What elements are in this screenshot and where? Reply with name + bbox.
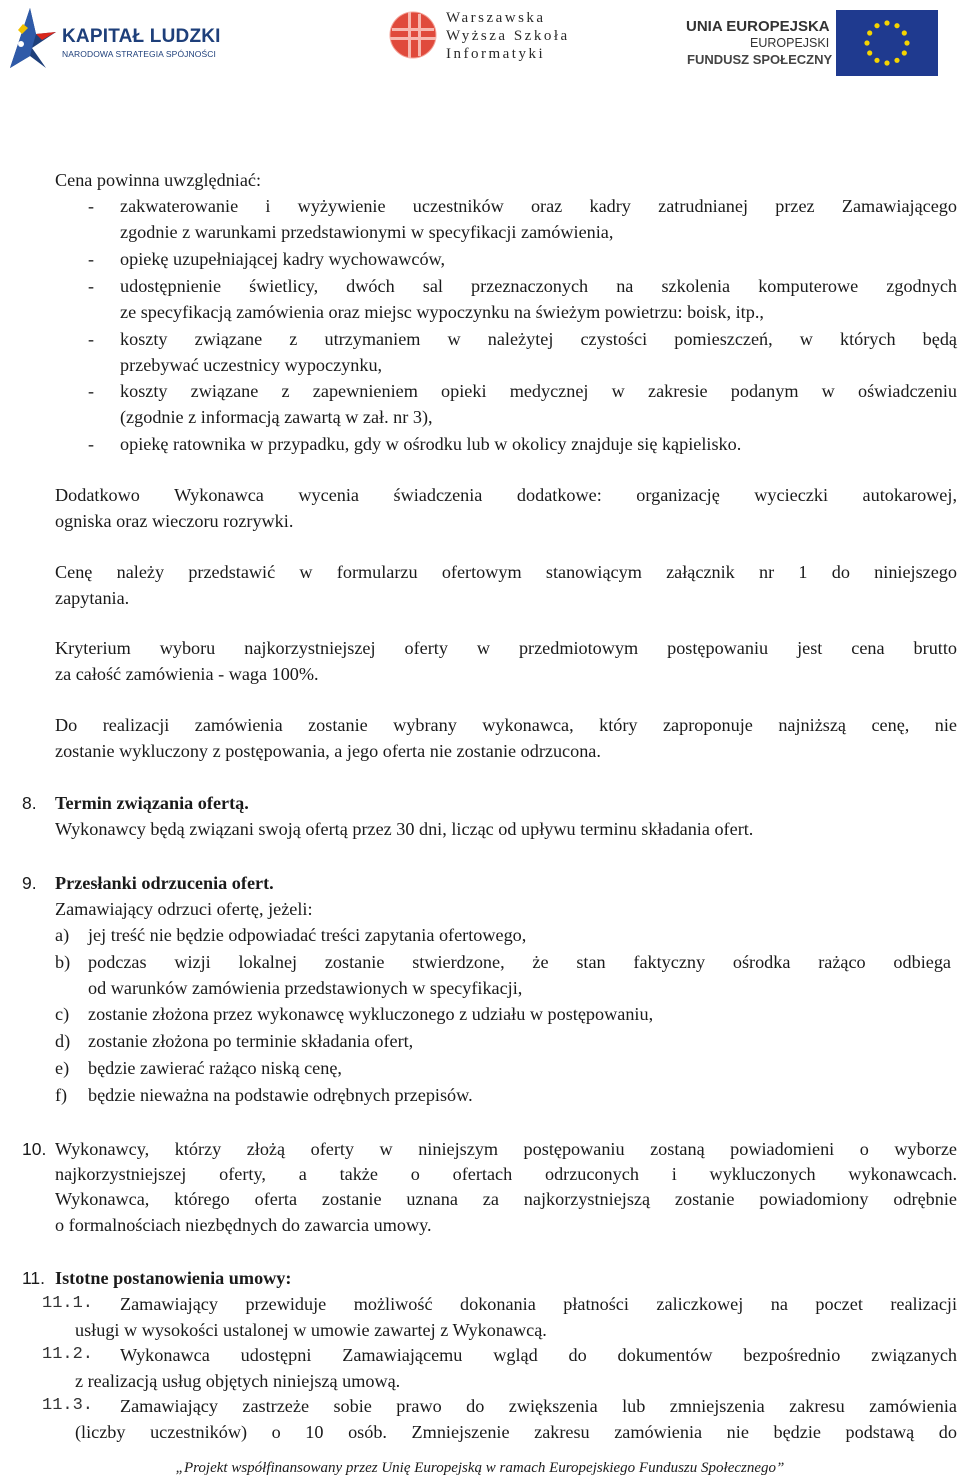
list-item-text-continued: od warunków zamówienia przedstawionych w specyfikacji, (88, 978, 523, 998)
ue-line-3: FUNDUSZ SPOŁECZNY (687, 52, 833, 67)
paragraph-criterion-line-2: za całość zamówienia - waga 100%. (55, 664, 319, 684)
list-item-label: e) (55, 1058, 70, 1078)
price-item-2-line-1: opiekę uzupełniającej kadry wychowawców, (120, 249, 446, 269)
section-10-line-4: o formalnościach niezbędnych do zawarcia umowy. (55, 1215, 432, 1235)
kapital-ludzki-title: KAPITAŁ LUDZKI (62, 26, 221, 47)
price-item-4-line-1: koszty związane z utrzymaniem w należytej czystości pomieszczeń, w których będą (120, 329, 957, 349)
price-item-5-line-2: (zgodnie z informacją zawartą w zał. nr 3), (120, 407, 433, 427)
price-item-3-line-1: udostępnienie świetlicy, dwóch sal przeznaczonych na szkolenia komputerowe zgodnych (120, 276, 957, 296)
section-11-number: 11. (22, 1268, 46, 1288)
list-item-label: a) (55, 925, 70, 945)
price-item-6-line-1: opiekę ratownika w przypadku, gdy w ośrodku lub w okolicy znajduje się kąpielisko. (120, 434, 742, 454)
bullet-dash: - (88, 434, 94, 454)
price-intro: Cena powinna uwzględniać: (55, 170, 262, 190)
section-8-title: Termin związania ofertą. (55, 793, 249, 813)
paragraph-additional-line-2: ogniska oraz wieczoru rozrywki. (55, 511, 294, 531)
price-item-1-line-1: zakwaterowanie i wyżywienie uczestników oraz kadry zatrudnianej przez Zamawiającego (120, 196, 957, 216)
paragraph-form-line-1: Cenę należy przedstawić w formularzu ofertowym stanowiącym załącznik nr 1 do niniejszego (55, 562, 957, 582)
subsection-text: Zamawiający przewiduje możliwość dokonania płatności zaliczkowej na poczet realizacji (120, 1294, 957, 1314)
price-item-5-line-1: koszty związane z zapewnieniem opieki medycznej w zakresie podanym w oświadczeniu (120, 381, 957, 401)
section-8-text: Wykonawcy będą związani swoją ofertą przez 30 dni, licząc od upływu terminu składania ofert. (55, 819, 754, 839)
bullet-dash: - (88, 381, 94, 401)
ue-efs-logo (686, 10, 948, 76)
paragraph-selection-line-2: zostanie wykluczony z postępowania, a jego oferta nie zostanie odrzucona. (55, 741, 601, 761)
list-item-text: będzie zawierać rażąco niską cenę, (88, 1058, 342, 1078)
section-10-number: 10. (22, 1139, 47, 1159)
page-footer: „Projekt współfinansowany przez Unię Europejską w ramach Europejskiego Funduszu Społecznego” (175, 1460, 785, 1476)
eu-flag-icon (836, 10, 938, 76)
section-11-title: Istotne postanowienia umowy: (55, 1268, 292, 1288)
price-item-1-line-2: zgodnie z warunkami przedstawionymi w specyfikacji zamówienia, (120, 222, 614, 242)
bullet-dash: - (88, 329, 94, 349)
section-8-number: 8. (22, 793, 37, 813)
list-item-label: d) (55, 1031, 71, 1051)
paragraph-selection-line-1: Do realizacji zamówienia zostanie wybrany wykonawca, który zaproponuje najniższą cenę, nie (55, 715, 957, 735)
list-item-text: jej treść nie będzie odpowiadać treści zapytania ofertowego, (88, 925, 527, 945)
kapital-ludzki-logo (6, 4, 221, 70)
wwsi-circle-emblem-icon (388, 10, 438, 60)
section-10-line-2: najkorzystniejszej oferty, a także o ofertach odrzuconych i wykluczonych wykonawcach. (55, 1164, 957, 1184)
list-item-text: zostanie złożona przez wykonawcę wykluczonego z udziału w postępowaniu, (88, 1004, 654, 1024)
paragraph-criterion-line-1: Kryterium wyboru najkorzystniejszej oferty w przedmiotowym postępowaniu jest cena brutto (55, 638, 957, 658)
subsection-label: 11.1. (42, 1294, 94, 1313)
list-item-text: zostanie złożona po terminie składania ofert, (88, 1031, 414, 1051)
bullet-dash: - (88, 276, 94, 296)
ue-line-1: UNIA EUROPEJSKA (686, 18, 830, 35)
wwsi-logo (388, 8, 578, 72)
price-item-4-line-2: przebywać uczestnicy wypoczynku, (120, 355, 383, 375)
subsection-text: Wykonawca udostępni Zamawiającemu wgląd do dokumentów bezpośrednio związanych (120, 1345, 957, 1365)
list-item-text: będzie nieważna na podstawie odrębnych przepisów. (88, 1085, 473, 1105)
section-9-number: 9. (22, 873, 37, 893)
bullet-dash: - (88, 196, 94, 216)
bullet-dash: - (88, 249, 94, 269)
wwsi-line-3: Informatyki (446, 46, 546, 62)
kapital-ludzki-subtitle: NARODOWA STRATEGIA SPÓJNOŚCI (62, 49, 216, 59)
section-9-title: Przesłanki odrzucenia ofert. (55, 873, 274, 893)
wwsi-line-2: Wyższa Szkoła (446, 28, 570, 44)
wwsi-line-1: Warszawska (446, 10, 546, 26)
subsection-text-continued: usługi w wysokości ustalonej w umowie zawartej z Wykonawcą. (75, 1320, 547, 1340)
subsection-text-continued: z realizacją usług objętych niniejszą umową. (75, 1371, 401, 1391)
section-10-line-3: Wykonawca, którego oferta zostanie uznana za najkorzystniejszą zostanie powiadomiony odrębnie (55, 1189, 957, 1209)
section-10-line-1: Wykonawcy, którzy złożą oferty w niniejszym postępowaniu zostaną powiadomieni o wyborze (55, 1139, 957, 1159)
subsection-label: 11.3. (42, 1396, 94, 1415)
subsection-text: Zamawiający zastrzeże sobie prawo do zwiększenia lub zmniejszenia zakresu zamówienia (120, 1396, 957, 1416)
price-item-3-line-2: ze specyfikacją zamówienia oraz miejsc wypoczynku na świeżym powietrzu: boisk, itp., (120, 302, 764, 322)
kapital-ludzki-emblem-icon (6, 4, 58, 70)
list-item-label: f) (55, 1085, 68, 1105)
paragraph-form-line-2: zapytania. (55, 588, 130, 608)
subsection-text-continued: (liczby uczestników) o 10 osób. Zmniejszenie zakresu zamówienia nie będzie podstawą do (75, 1422, 957, 1442)
subsection-label: 11.2. (42, 1345, 94, 1364)
ue-line-2: EUROPEJSKI (750, 36, 830, 50)
list-item-label: c) (55, 1004, 70, 1024)
page-header (0, 0, 960, 90)
paragraph-additional-line-1: Dodatkowo Wykonawca wycenia świadczenia dodatkowe: organizację wycieczki autokarowej, (55, 485, 957, 505)
section-9-intro: Zamawiający odrzuci ofertę, jeżeli: (55, 899, 313, 919)
list-item-text: podczas wizji lokalnej zostanie stwierdzone, że stan faktyczny ośrodka rażąco odbiega (88, 952, 951, 972)
list-item-label: b) (55, 952, 71, 972)
